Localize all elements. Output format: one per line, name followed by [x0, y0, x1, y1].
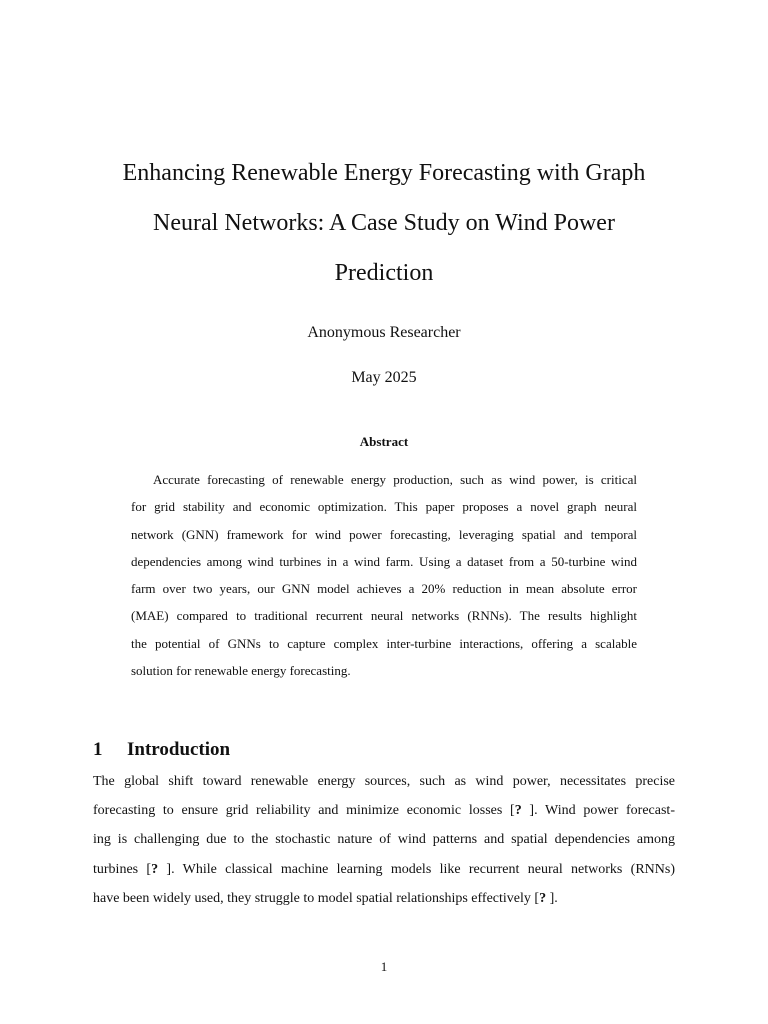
title-line-1: Enhancing Renewable Energy Forecasting with Graph — [122, 160, 646, 186]
citation-placeholder: ? — [539, 890, 547, 906]
intro-text: have been widely used, they struggle to model spatial relationships effectively [ — [93, 890, 540, 906]
intro-text: forecasting to ensure grid reliability and minimize economic losses [ — [93, 803, 515, 819]
publication-date: May 2025 — [351, 369, 417, 386]
intro-text: ]. While classical machine learning models like recurrent neural networks (RNNs) — [158, 861, 676, 877]
intro-text: ]. Wind power forecast- — [521, 803, 675, 819]
page-number: 1 — [380, 959, 388, 974]
abstract-line: Accurate forecasting of renewable energy production, such as wind power, is critical — [153, 472, 637, 487]
citation-placeholder: ? — [151, 861, 159, 877]
intro-line — [93, 855, 675, 884]
intro-text: The global shift toward renewable energy sources, such as wind power, necessitates precise — [93, 774, 675, 789]
abstract-line: dependencies among wind turbines in a wind farm. Using a dataset from a 50-turbine wind — [131, 553, 637, 569]
intro-line — [93, 796, 675, 825]
intro-line — [93, 884, 675, 913]
intro-text: turbines [ — [93, 861, 152, 877]
citation-placeholder: ? — [514, 803, 522, 819]
intro-text: ing is challenging due to the stochastic nature of wind patterns and spatial dependencies among — [93, 832, 675, 848]
abstract-line: (MAE) compared to traditional recurrent neural networks (RNNs). The results highlight — [131, 608, 637, 624]
abstract-body — [131, 466, 637, 684]
abstract-heading: Abstract — [359, 434, 409, 449]
intro-line — [93, 767, 675, 796]
paper-title — [80, 148, 688, 298]
abstract-line: network (GNN) framework for wind power forecasting, leveraging spatial and temporal — [131, 526, 637, 542]
intro-line — [93, 825, 675, 854]
title-line-3: Prediction — [334, 260, 434, 286]
section-number: 1 — [93, 738, 103, 760]
abstract-line: solution for renewable energy forecasting. — [131, 663, 351, 679]
title-line-2: Neural Networks: A Case Study on Wind Power — [153, 210, 615, 236]
abstract-line: the potential of GNNs to capture complex inter-turbine interactions, offering a scalable — [131, 635, 637, 651]
introduction-paragraph — [93, 767, 675, 913]
author-name: Anonymous Researcher — [307, 324, 461, 341]
intro-text: ]. — [546, 890, 558, 906]
abstract-line: for grid stability and economic optimization. This paper proposes a novel graph neural — [131, 499, 637, 515]
abstract-line: farm over two years, our GNN model achieves a 20% reduction in mean absolute error — [131, 581, 637, 597]
section-heading-introduction — [93, 736, 230, 764]
section-title: Introduction — [127, 738, 231, 760]
